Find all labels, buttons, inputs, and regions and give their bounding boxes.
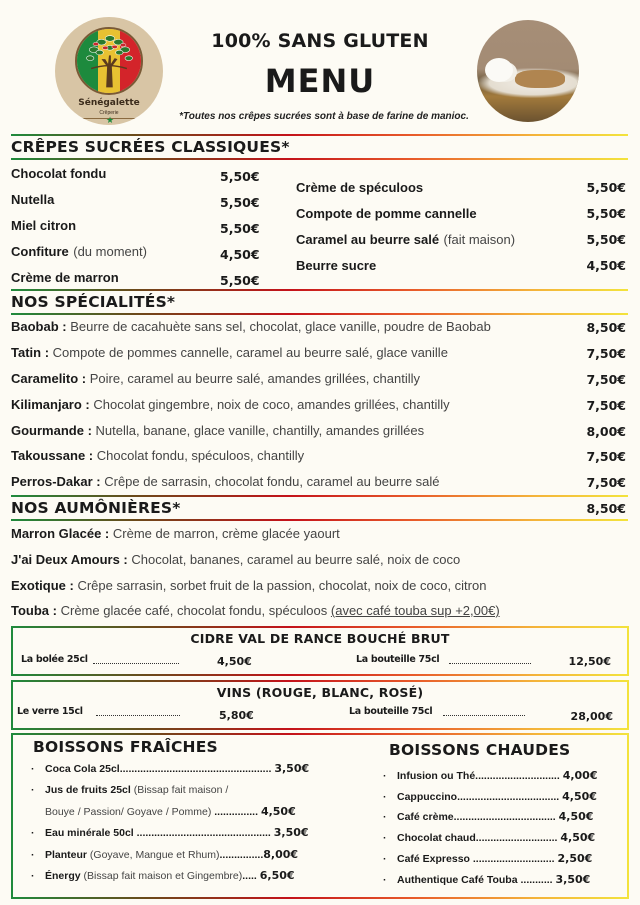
item-description: Chocolat, bananes, caramel au beurre salé, noix de coco (131, 552, 461, 567)
menu-item (11, 371, 628, 386)
item-name: Caramel au beurre salé (296, 232, 440, 247)
item-name: Takoussane : (11, 448, 94, 463)
item-name: Compote de pomme cannelle (296, 206, 477, 221)
leader-dots: ..... (242, 870, 257, 882)
item-name: Chocolat fondu (11, 166, 107, 181)
drink-item (31, 869, 295, 882)
drink-item (31, 762, 309, 775)
item-price: 5,50€ (586, 206, 626, 221)
item-description: Crêpe sarrasin, sorbet fruit de la passion, chocolat, noix de coco, citron (77, 578, 487, 593)
section-title-crepes-classiques: CRÊPES SUCRÉES CLASSIQUES* (11, 138, 290, 156)
item-name: Touba : (11, 603, 57, 618)
vin-bouteille-label: La bouteille 75cl (349, 706, 433, 717)
drink-item (31, 848, 298, 861)
leader-dots (449, 663, 531, 664)
vin-verre-price: 5,80€ (219, 709, 254, 722)
menu-item (11, 448, 628, 463)
bullet-icon: · (383, 811, 387, 823)
bullet-icon: · (31, 827, 35, 839)
drink-item (383, 810, 593, 823)
item-price: 3,50€ (274, 762, 310, 775)
page-title: MENU (264, 62, 376, 100)
item-name: Caramelito : (11, 371, 87, 386)
item-price: 5,50€ (586, 180, 626, 195)
drink-item-continued (45, 805, 296, 818)
menu-item (296, 179, 628, 197)
item-note: (du moment) (73, 244, 147, 259)
menu-item (11, 474, 628, 489)
cidre-bouteille-label: La bouteille 75cl (356, 654, 440, 665)
item-name: Authentique Café Touba (397, 874, 518, 886)
menu-item (11, 552, 460, 567)
vins-title: VINS (ROUGE, BLANC, ROSÉ) (216, 685, 424, 700)
item-description: Crêpe de sarrasin, chocolat fondu, caramel au beurre salé (104, 474, 440, 489)
leader-dots (96, 715, 180, 716)
menu-item (11, 243, 266, 261)
boissons-fraiches-title: BOISSONS FRAÎCHES (33, 738, 218, 756)
item-name: Coca Cola 25cl (45, 763, 120, 775)
item-price: 8,50€ (586, 320, 626, 335)
leader-dots: .................................................... (119, 763, 272, 775)
star-icon: ★ (106, 115, 115, 125)
item-name: Énergy (45, 870, 81, 882)
menu-item (11, 165, 266, 183)
item-price: 4,50€ (562, 790, 597, 803)
menu-item (11, 603, 500, 618)
leader-dots: ............... (219, 849, 264, 861)
drink-item (383, 769, 597, 782)
item-name: Beurre sucre (296, 258, 377, 273)
menu-item (11, 423, 628, 438)
drink-item (383, 873, 590, 886)
item-price: 8,00€ (263, 848, 299, 861)
leader-dots: .............................................. (133, 827, 271, 839)
item-price: 7,50€ (586, 475, 626, 490)
logo-name: Sénégalette (78, 98, 140, 108)
bullet-icon: · (383, 791, 387, 803)
item-price: 5,50€ (220, 273, 260, 288)
cidre-title: CIDRE VAL DE RANCE BOUCHÉ BRUT (190, 631, 450, 646)
vins-box (11, 680, 629, 730)
item-name: Crème de marron (11, 270, 119, 285)
item-price: 7,50€ (586, 346, 626, 361)
item-price: 7,50€ (586, 372, 626, 387)
bullet-icon: · (31, 870, 35, 882)
menu-item (296, 205, 628, 223)
boissons-chaudes-title: BOISSONS CHAUDES (389, 741, 571, 759)
menu-item (11, 217, 266, 235)
leader-dots: ................................... (457, 791, 560, 803)
item-price: 4,50€ (558, 810, 594, 823)
bullet-icon: · (383, 853, 387, 865)
item-price: 5,50€ (220, 221, 260, 236)
leader-dots (93, 663, 179, 664)
menu-item (296, 257, 628, 275)
item-price: 5,50€ (586, 232, 626, 247)
item-price: 7,50€ (586, 398, 626, 413)
item-name: Infusion ou Thé (397, 770, 476, 782)
divider (11, 495, 628, 497)
bullet-icon: · (31, 849, 35, 861)
menu-item (296, 231, 628, 249)
item-name: J'ai Deux Amours : (11, 552, 128, 567)
item-name: Eau minérale 50cl (45, 827, 134, 839)
cidre-box (11, 626, 629, 676)
gluten-free-tagline: 100% SANS GLUTEN (211, 30, 429, 52)
divider (11, 519, 628, 521)
drink-item (383, 852, 592, 865)
vin-bouteille-price: 28,00€ (570, 710, 613, 723)
item-price: 7,50€ (586, 449, 626, 464)
leader-dots: ........... (517, 874, 553, 886)
item-name: Gourmande : (11, 423, 92, 438)
item-note: (fait maison) (443, 232, 516, 247)
item-name: Crème de spéculoos (296, 180, 424, 195)
item-name: Kilimanjaro : (11, 397, 90, 412)
item-name: Tatin : (11, 345, 50, 360)
item-price: 5,50€ (220, 195, 260, 210)
item-description: Poire, caramel au beurre salé, amandes grillées, chantilly (89, 371, 420, 386)
item-price: 3,50€ (273, 826, 309, 839)
item-description: Nutella, banane, glace vanille, chantilly, amandes grillées (95, 423, 425, 438)
item-price: 3,50€ (555, 873, 591, 886)
item-name: Miel citron (11, 218, 77, 233)
item-name: Café crème (397, 811, 454, 823)
manioc-flour-note: *Toutes nos crêpes sucrées sont à base de farine de manioc. (179, 111, 469, 122)
item-price: 5,50€ (220, 169, 260, 184)
item-description: Compote de pommes cannelle, caramel au beurre salé, glace vanille (52, 345, 448, 360)
menu-item (11, 191, 266, 209)
bullet-icon: · (383, 874, 387, 886)
item-note: Bouye / Passion/ Goyave / Pomme) (45, 806, 212, 818)
item-price: 4,50€ (220, 247, 260, 262)
drinks-box (11, 733, 629, 899)
cidre-bolee-price: 4,50€ (217, 655, 252, 668)
drink-item (383, 831, 595, 844)
section-title-aumonieres: NOS AUMÔNIÈRES* (11, 499, 181, 517)
item-note: (Goyave, Mangue et Rhum) (87, 849, 220, 861)
divider (11, 313, 628, 315)
drink-item (31, 826, 309, 839)
vin-verre-label: Le verre 15cl (17, 706, 83, 717)
leader-dots: ............................. (475, 770, 560, 782)
item-description: Beurre de cacahuète sans sel, chocolat, glace vanille, poudre de Baobab (70, 319, 491, 334)
drink-item (383, 790, 597, 803)
item-price: 4,00€ (562, 769, 598, 782)
menu-item (11, 526, 340, 541)
item-name: Planteur (45, 849, 88, 861)
leader-dots: ............... (211, 806, 259, 818)
divider (11, 289, 628, 291)
logo-subtitle: Crêperie (99, 110, 119, 116)
menu-item (11, 319, 628, 334)
menu-item (11, 397, 628, 412)
menu-item (11, 345, 628, 360)
cidre-bouteille-price: 12,50€ (568, 655, 611, 668)
bullet-icon: · (31, 784, 35, 796)
section-title-specialites: NOS SPÉCIALITÉS* (11, 293, 176, 311)
touba-coffee-supplement: (avec café touba sup +2,00€) (330, 603, 500, 618)
item-description: Chocolat gingembre, noix de coco, amandes grillées, chantilly (93, 397, 450, 412)
item-name: Marron Glacée : (11, 526, 110, 541)
leader-dots: ............................ (475, 832, 558, 844)
divider (11, 134, 628, 136)
item-price: 8,00€ (586, 424, 626, 439)
bullet-icon: · (31, 763, 35, 775)
item-name: Cappuccino (397, 791, 458, 803)
leader-dots: ................................... (453, 811, 556, 823)
item-name: Exotique : (11, 578, 74, 593)
item-price: 2,50€ (557, 852, 593, 865)
item-name: Nutella (11, 192, 55, 207)
menu-item (11, 269, 266, 287)
item-description: Crème de marron, crème glacée yaourt (112, 526, 340, 541)
drink-item (31, 784, 228, 796)
leader-dots: ............................ (469, 853, 555, 865)
bullet-icon: · (383, 832, 387, 844)
menu-item (11, 578, 486, 593)
item-note: (Bissap fait maison / (133, 784, 229, 796)
item-description: Chocolat fondu, spéculoos, chantilly (96, 448, 305, 463)
item-note: (Bissap fait maison et Gingembre) (80, 870, 243, 882)
item-name: Confiture (11, 244, 69, 259)
item-price: 4,50€ (260, 805, 296, 818)
leader-dots (443, 715, 525, 716)
item-name: Perros-Dakar : (11, 474, 101, 489)
divider (11, 158, 628, 160)
item-price: 4,50€ (586, 258, 626, 273)
bullet-icon: · (383, 770, 387, 782)
aumonieres-price: 8,50€ (586, 501, 626, 516)
item-name: Jus de fruits 25cl (45, 784, 131, 796)
item-price: 4,50€ (560, 831, 596, 844)
item-name: Chocolat chaud (397, 832, 476, 844)
item-price: 6,50€ (259, 869, 295, 882)
item-name: Baobab : (11, 319, 67, 334)
cidre-bolee-label: La bolée 25cl (21, 654, 88, 665)
item-name: Café Expresso (397, 853, 470, 865)
item-description: Crème glacée café, chocolat fondu, spéculoos (60, 603, 331, 618)
crepe-photo (477, 20, 579, 122)
